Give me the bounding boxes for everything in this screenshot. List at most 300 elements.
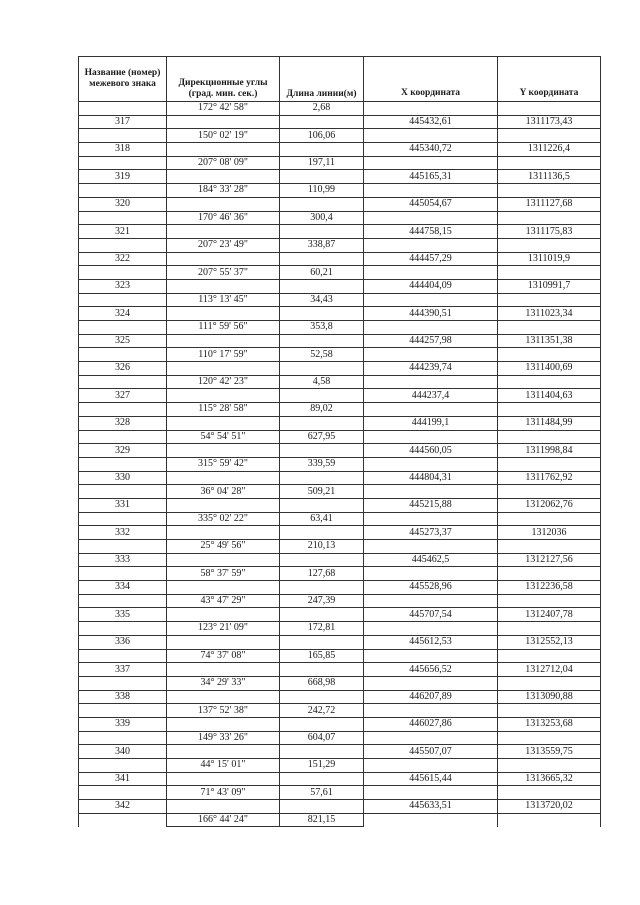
segment-angle: 34° 29' 33" [167, 676, 280, 690]
point-name: 321 [79, 225, 167, 239]
segment-row [79, 211, 601, 225]
header-length: Длина линии(м) [280, 57, 364, 102]
segment-angle: 207° 08' 09" [167, 156, 280, 170]
point-name: 338 [79, 690, 167, 704]
segment-name-cell [79, 129, 167, 143]
segment-length: 604,07 [280, 731, 364, 745]
point-angle-cell [167, 526, 280, 540]
point-y: 1312127,56 [498, 553, 601, 567]
point-row [79, 581, 601, 595]
segment-x-cell [364, 485, 498, 499]
point-angle-cell [167, 498, 280, 512]
point-name: 331 [79, 498, 167, 512]
point-name: 319 [79, 170, 167, 184]
segment-length: 165,85 [280, 649, 364, 663]
point-y: 1312036 [498, 526, 601, 540]
segment-angle: 184° 33' 28" [167, 184, 280, 198]
segment-x-cell [364, 457, 498, 471]
segment-length: 57,61 [280, 786, 364, 800]
segment-row [79, 759, 601, 773]
point-x: 445633,51 [364, 800, 498, 814]
point-y: 1311127,68 [498, 197, 601, 211]
point-x: 444457,29 [364, 252, 498, 266]
point-angle-cell [167, 663, 280, 677]
point-x: 444257,98 [364, 334, 498, 348]
point-angle-cell [167, 362, 280, 376]
segment-row [79, 321, 601, 335]
point-length-cell [280, 800, 364, 814]
segment-name-cell [79, 676, 167, 690]
point-row [79, 553, 601, 567]
segment-y-cell [498, 211, 601, 225]
segment-angle: 74° 37' 08" [167, 649, 280, 663]
segment-row [79, 622, 601, 636]
segment-angle: 120° 42' 23" [167, 375, 280, 389]
point-y: 1310991,7 [498, 279, 601, 293]
segment-length: 210,13 [280, 540, 364, 554]
point-length-cell [280, 471, 364, 485]
point-angle-cell [167, 635, 280, 649]
point-length-cell [280, 444, 364, 458]
point-y: 1311400,69 [498, 362, 601, 376]
segment-angle: 137° 52' 38" [167, 704, 280, 718]
segment-y-cell [498, 512, 601, 526]
segment-y-cell [498, 649, 601, 663]
point-length-cell [280, 581, 364, 595]
point-length-cell [280, 553, 364, 567]
segment-length: 106,06 [280, 129, 364, 143]
point-x: 445615,44 [364, 772, 498, 786]
segment-angle: 170° 46' 36" [167, 211, 280, 225]
point-y: 1311484,99 [498, 416, 601, 430]
segment-x-cell [364, 156, 498, 170]
point-length-cell [280, 608, 364, 622]
point-length-cell [280, 362, 364, 376]
segment-x-cell [364, 375, 498, 389]
point-row [79, 635, 601, 649]
segment-y-cell [498, 594, 601, 608]
point-length-cell [280, 389, 364, 403]
point-row [79, 334, 601, 348]
point-name: 335 [79, 608, 167, 622]
point-angle-cell [167, 225, 280, 239]
point-x: 444199,1 [364, 416, 498, 430]
point-row [79, 745, 601, 759]
point-name: 324 [79, 307, 167, 321]
segment-row [79, 704, 601, 718]
segment-x-cell [364, 348, 498, 362]
segment-name-cell [79, 156, 167, 170]
segment-x-cell [364, 512, 498, 526]
point-y: 1313559,75 [498, 745, 601, 759]
segment-row [79, 567, 601, 581]
segment-name-cell [79, 649, 167, 663]
segment-row [79, 403, 601, 417]
segment-x-cell [364, 813, 498, 827]
segment-y-cell [498, 704, 601, 718]
segment-length: 509,21 [280, 485, 364, 499]
segment-name-cell [79, 485, 167, 499]
point-y: 1311351,38 [498, 334, 601, 348]
segment-length: 300,4 [280, 211, 364, 225]
segment-length: 2,68 [280, 102, 364, 116]
segment-row [79, 430, 601, 444]
segment-length: 821,15 [280, 813, 364, 827]
segment-name-cell [79, 813, 167, 827]
segment-length: 63,41 [280, 512, 364, 526]
point-angle-cell [167, 416, 280, 430]
point-angle-cell [167, 581, 280, 595]
segment-row [79, 129, 601, 143]
segment-y-cell [498, 731, 601, 745]
point-row [79, 279, 601, 293]
point-angle-cell [167, 444, 280, 458]
segment-y-cell [498, 184, 601, 198]
point-x: 444560,05 [364, 444, 498, 458]
point-row [79, 143, 601, 157]
segment-length: 242,72 [280, 704, 364, 718]
point-length-cell [280, 279, 364, 293]
segment-y-cell [498, 238, 601, 252]
segment-angle: 25° 49' 56" [167, 540, 280, 554]
segment-row [79, 594, 601, 608]
segment-name-cell [79, 266, 167, 280]
point-length-cell [280, 690, 364, 704]
segment-angle: 207° 23' 49" [167, 238, 280, 252]
segment-x-cell [364, 540, 498, 554]
point-name: 341 [79, 772, 167, 786]
segment-name-cell [79, 759, 167, 773]
point-length-cell [280, 143, 364, 157]
point-y: 1311136,5 [498, 170, 601, 184]
segment-length: 4,58 [280, 375, 364, 389]
point-row [79, 663, 601, 677]
point-y: 1312552,13 [498, 635, 601, 649]
point-x: 445165,31 [364, 170, 498, 184]
segment-row [79, 731, 601, 745]
segment-name-cell [79, 375, 167, 389]
segment-x-cell [364, 211, 498, 225]
segment-name-cell [79, 704, 167, 718]
segment-row [79, 184, 601, 198]
segment-angle: 123° 21' 09" [167, 622, 280, 636]
segment-name-cell [79, 403, 167, 417]
point-angle-cell [167, 717, 280, 731]
segment-y-cell [498, 622, 601, 636]
segment-y-cell [498, 348, 601, 362]
point-x: 444804,31 [364, 471, 498, 485]
segment-angle: 149° 33' 26" [167, 731, 280, 745]
point-y: 1312062,76 [498, 498, 601, 512]
segment-name-cell [79, 540, 167, 554]
point-row [79, 307, 601, 321]
segment-angle: 36° 04' 28" [167, 485, 280, 499]
point-name: 325 [79, 334, 167, 348]
segment-angle: 110° 17' 59" [167, 348, 280, 362]
point-x: 445462,5 [364, 553, 498, 567]
header-x: X координата [364, 57, 498, 102]
point-angle-cell [167, 690, 280, 704]
segment-y-cell [498, 813, 601, 827]
point-length-cell [280, 252, 364, 266]
point-name: 339 [79, 717, 167, 731]
point-x: 445273,37 [364, 526, 498, 540]
point-name: 336 [79, 635, 167, 649]
point-name: 340 [79, 745, 167, 759]
segment-x-cell [364, 567, 498, 581]
segment-row [79, 485, 601, 499]
point-length-cell [280, 526, 364, 540]
point-x: 445528,96 [364, 581, 498, 595]
point-x: 444404,09 [364, 279, 498, 293]
segment-x-cell [364, 238, 498, 252]
segment-length: 339,59 [280, 457, 364, 471]
segment-x-cell [364, 184, 498, 198]
point-angle-cell [167, 389, 280, 403]
segment-length: 172,81 [280, 622, 364, 636]
point-angle-cell [167, 608, 280, 622]
segment-name-cell [79, 102, 167, 116]
segment-row [79, 238, 601, 252]
segment-row [79, 786, 601, 800]
segment-y-cell [498, 266, 601, 280]
segment-length: 353,8 [280, 321, 364, 335]
point-row [79, 252, 601, 266]
point-y: 1311762,92 [498, 471, 601, 485]
segment-row [79, 375, 601, 389]
point-y: 1311175,83 [498, 225, 601, 239]
segment-y-cell [498, 129, 601, 143]
segment-length: 627,95 [280, 430, 364, 444]
point-y: 1312236,58 [498, 581, 601, 595]
segment-x-cell [364, 129, 498, 143]
segment-length: 52,58 [280, 348, 364, 362]
segment-length: 668,98 [280, 676, 364, 690]
point-x: 445340,72 [364, 143, 498, 157]
point-name: 332 [79, 526, 167, 540]
segment-angle: 335° 02' 22" [167, 512, 280, 526]
segment-length: 110,99 [280, 184, 364, 198]
point-row [79, 170, 601, 184]
point-angle-cell [167, 745, 280, 759]
segment-length: 127,68 [280, 567, 364, 581]
segment-name-cell [79, 238, 167, 252]
segment-x-cell [364, 649, 498, 663]
header-angle: Дирекционные углы (град. мин. сек.) [167, 57, 280, 102]
segment-length: 60,21 [280, 266, 364, 280]
point-x: 445656,52 [364, 663, 498, 677]
segment-y-cell [498, 156, 601, 170]
segment-angle: 43° 47' 29" [167, 594, 280, 608]
point-row [79, 608, 601, 622]
segment-x-cell [364, 731, 498, 745]
point-x: 445612,53 [364, 635, 498, 649]
point-length-cell [280, 416, 364, 430]
point-length-cell [280, 663, 364, 677]
segment-y-cell [498, 485, 601, 499]
point-name: 323 [79, 279, 167, 293]
point-name: 317 [79, 115, 167, 129]
table-body [79, 102, 601, 827]
segment-row [79, 102, 601, 116]
segment-name-cell [79, 211, 167, 225]
segment-name-cell [79, 594, 167, 608]
point-x: 445707,54 [364, 608, 498, 622]
segment-y-cell [498, 430, 601, 444]
point-x: 446207,89 [364, 690, 498, 704]
segment-angle: 44° 15' 01" [167, 759, 280, 773]
segment-angle: 111° 59' 56" [167, 321, 280, 335]
segment-name-cell [79, 622, 167, 636]
point-x: 445432,61 [364, 115, 498, 129]
segment-x-cell [364, 622, 498, 636]
segment-length: 151,29 [280, 759, 364, 773]
segment-y-cell [498, 321, 601, 335]
segment-row [79, 266, 601, 280]
segment-row [79, 813, 601, 827]
point-name: 334 [79, 581, 167, 595]
segment-x-cell [364, 786, 498, 800]
segment-y-cell [498, 540, 601, 554]
point-name: 326 [79, 362, 167, 376]
point-y: 1313665,32 [498, 772, 601, 786]
point-row [79, 416, 601, 430]
point-row [79, 526, 601, 540]
point-x: 445054,67 [364, 197, 498, 211]
segment-name-cell [79, 348, 167, 362]
segment-angle: 115° 28' 58" [167, 403, 280, 417]
segment-name-cell [79, 430, 167, 444]
point-name: 342 [79, 800, 167, 814]
point-length-cell [280, 307, 364, 321]
segment-row [79, 156, 601, 170]
segment-row [79, 457, 601, 471]
point-x: 444390,51 [364, 307, 498, 321]
point-angle-cell [167, 279, 280, 293]
segment-x-cell [364, 102, 498, 116]
point-row [79, 444, 601, 458]
point-angle-cell [167, 115, 280, 129]
segment-angle: 172° 42' 58" [167, 102, 280, 116]
segment-name-cell [79, 293, 167, 307]
point-y: 1312407,78 [498, 608, 601, 622]
segment-row [79, 348, 601, 362]
point-row [79, 197, 601, 211]
segment-angle: 71° 43' 09" [167, 786, 280, 800]
point-length-cell [280, 498, 364, 512]
point-y: 1311173,43 [498, 115, 601, 129]
segment-x-cell [364, 759, 498, 773]
point-length-cell [280, 197, 364, 211]
point-y: 1311404,63 [498, 389, 601, 403]
point-name: 333 [79, 553, 167, 567]
segment-y-cell [498, 567, 601, 581]
point-row [79, 690, 601, 704]
point-length-cell [280, 745, 364, 759]
point-angle-cell [167, 471, 280, 485]
segment-row [79, 649, 601, 663]
point-x: 444758,15 [364, 225, 498, 239]
segment-y-cell [498, 457, 601, 471]
point-name: 328 [79, 416, 167, 430]
segment-name-cell [79, 731, 167, 745]
segment-y-cell [498, 375, 601, 389]
point-angle-cell [167, 170, 280, 184]
segment-length: 89,02 [280, 403, 364, 417]
segment-name-cell [79, 567, 167, 581]
segment-y-cell [498, 102, 601, 116]
segment-y-cell [498, 759, 601, 773]
point-y: 1311023,34 [498, 307, 601, 321]
segment-angle: 166° 44' 24" [167, 813, 280, 827]
point-angle-cell [167, 334, 280, 348]
segment-y-cell [498, 293, 601, 307]
segment-angle: 113° 13' 45" [167, 293, 280, 307]
point-y: 1312712,04 [498, 663, 601, 677]
header-name: Название (номер) межевого знака [79, 57, 167, 102]
point-length-cell [280, 225, 364, 239]
segment-angle: 58° 37' 59" [167, 567, 280, 581]
point-name: 320 [79, 197, 167, 211]
point-row [79, 800, 601, 814]
segment-row [79, 512, 601, 526]
point-length-cell [280, 115, 364, 129]
point-name: 337 [79, 663, 167, 677]
segment-name-cell [79, 321, 167, 335]
segment-x-cell [364, 293, 498, 307]
point-angle-cell [167, 143, 280, 157]
point-x: 445507,07 [364, 745, 498, 759]
segment-angle: 150° 02' 19" [167, 129, 280, 143]
point-name: 327 [79, 389, 167, 403]
point-row [79, 471, 601, 485]
segment-y-cell [498, 676, 601, 690]
point-row [79, 772, 601, 786]
segment-x-cell [364, 266, 498, 280]
segment-x-cell [364, 594, 498, 608]
header-y: Y координата [498, 57, 601, 102]
point-y: 1311998,84 [498, 444, 601, 458]
segment-x-cell [364, 403, 498, 417]
point-y: 1311226,4 [498, 143, 601, 157]
segment-name-cell [79, 457, 167, 471]
segment-length: 338,87 [280, 238, 364, 252]
point-length-cell [280, 772, 364, 786]
point-row [79, 389, 601, 403]
point-row [79, 717, 601, 731]
point-angle-cell [167, 197, 280, 211]
point-y: 1311019,9 [498, 252, 601, 266]
segment-angle: 315° 59' 42" [167, 457, 280, 471]
point-length-cell [280, 717, 364, 731]
point-name: 322 [79, 252, 167, 266]
point-row [79, 225, 601, 239]
segment-angle: 54° 54' 51" [167, 430, 280, 444]
boundary-coordinates-table [78, 56, 601, 827]
segment-length: 34,43 [280, 293, 364, 307]
point-angle-cell [167, 772, 280, 786]
point-row [79, 115, 601, 129]
segment-x-cell [364, 430, 498, 444]
point-y: 1313253,68 [498, 717, 601, 731]
point-angle-cell [167, 252, 280, 266]
point-row [79, 498, 601, 512]
point-y: 1313720,02 [498, 800, 601, 814]
point-angle-cell [167, 800, 280, 814]
point-angle-cell [167, 307, 280, 321]
segment-name-cell [79, 786, 167, 800]
segment-x-cell [364, 321, 498, 335]
